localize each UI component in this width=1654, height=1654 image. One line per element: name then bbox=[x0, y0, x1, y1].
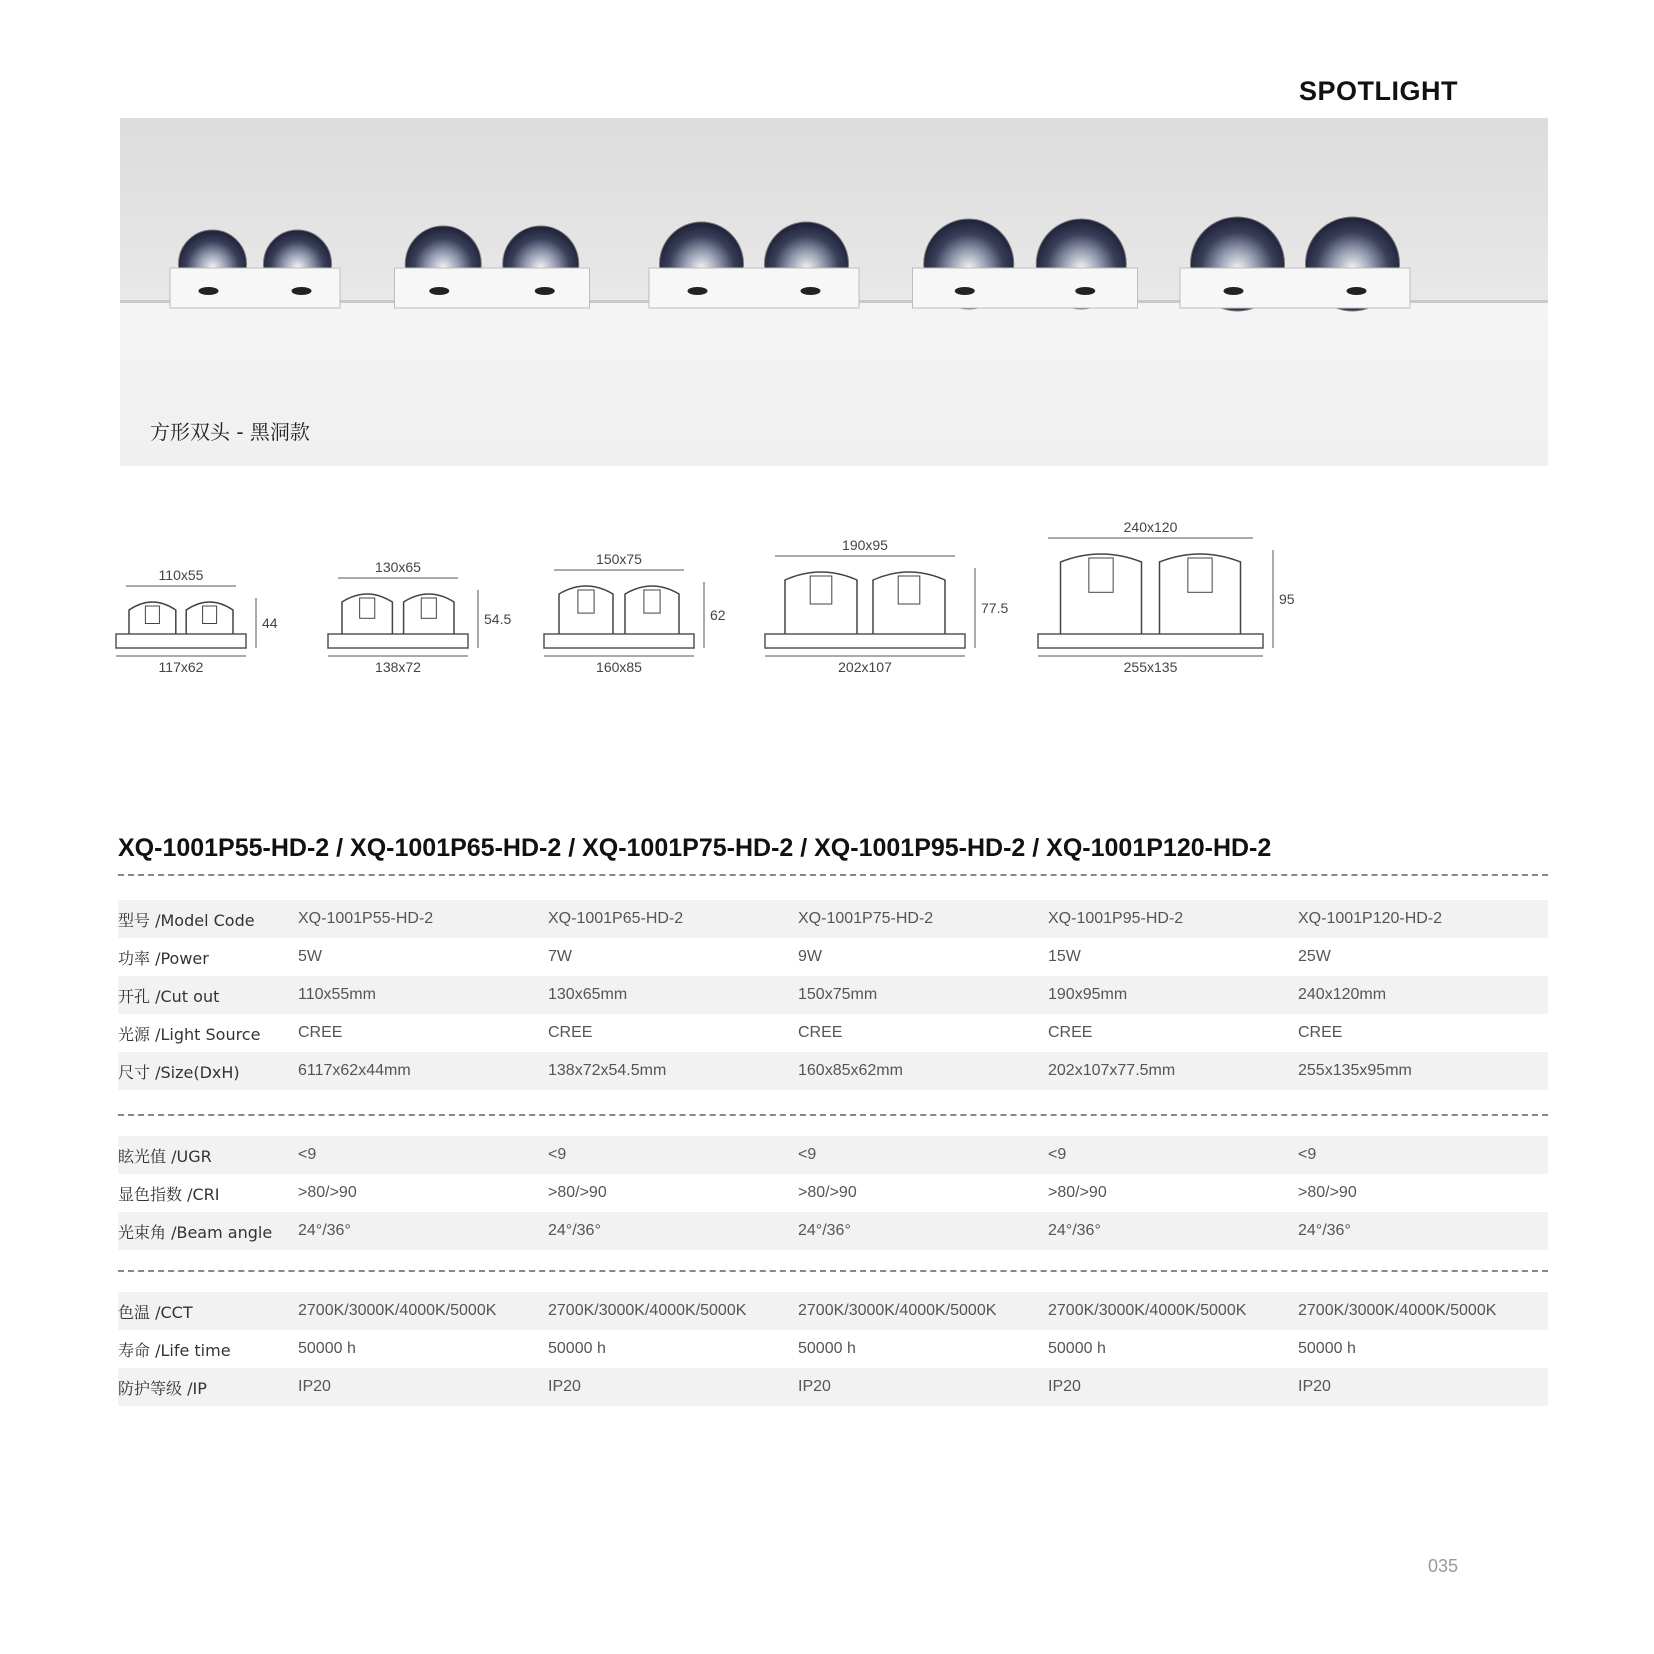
table-row bbox=[118, 900, 1548, 938]
table-row bbox=[118, 1136, 1548, 1174]
spec-value: CREE bbox=[1298, 1024, 1343, 1041]
cutout-label: 190x95 bbox=[842, 537, 888, 553]
table-row bbox=[118, 1174, 1548, 1212]
spec-label: 开孔 /Cut out bbox=[118, 976, 298, 1014]
spec-value: 5W bbox=[298, 948, 322, 965]
spec-value: XQ-1001P65-HD-2 bbox=[548, 900, 798, 938]
product-photo bbox=[120, 118, 1548, 466]
spec-value: IP20 bbox=[798, 1368, 1048, 1406]
table-row bbox=[118, 976, 1548, 1014]
driver-outline bbox=[1089, 558, 1113, 592]
spec-value: 7W bbox=[548, 948, 572, 965]
spotlight-fixtures-illustration bbox=[120, 118, 1548, 466]
spotlight-fixture bbox=[913, 219, 1138, 309]
spec-value: 150x75mm bbox=[798, 976, 1048, 1014]
spec-table-optical bbox=[118, 1136, 1548, 1250]
driver-outline bbox=[898, 576, 920, 604]
spec-value: 24°/36° bbox=[1048, 1212, 1298, 1250]
spec-value: <9 bbox=[298, 1136, 548, 1174]
table-row bbox=[118, 1014, 1548, 1052]
spec-value: 50000 h bbox=[1048, 1340, 1106, 1357]
dimension-drawings bbox=[110, 520, 1410, 690]
trim-outline bbox=[1038, 634, 1263, 648]
driver-outline bbox=[644, 590, 660, 613]
height-label: 44 bbox=[262, 615, 278, 631]
photo-caption: 方形双头 - 黑洞款 bbox=[150, 420, 310, 444]
spec-value: IP20 bbox=[298, 1368, 548, 1406]
spotlight-fixture bbox=[1180, 217, 1410, 311]
table-row bbox=[118, 1292, 1548, 1330]
head-outline bbox=[873, 572, 945, 634]
head-outline bbox=[404, 594, 454, 634]
model-codes-heading: XQ-1001P55-HD-2 / XQ-1001P65-HD-2 / XQ-1001P75-HD-2 / XQ-1001P95-HD-2 / XQ-1001P120-HD-2 bbox=[118, 834, 1272, 862]
head-outline bbox=[625, 586, 679, 634]
spec-value: 2700K/3000K/4000K/5000K bbox=[298, 1292, 548, 1330]
spec-value: <9 bbox=[798, 1136, 1048, 1174]
spec-value: 202x107x77.5mm bbox=[1048, 1052, 1298, 1090]
driver-outline bbox=[145, 606, 159, 624]
spec-label: 色温 /CCT bbox=[118, 1292, 298, 1330]
spec-value: 160x85x62mm bbox=[798, 1052, 1048, 1090]
size-label: 160x85 bbox=[596, 659, 642, 675]
head-outline bbox=[186, 602, 233, 634]
head-outline bbox=[785, 572, 857, 634]
spec-value: <9 bbox=[548, 1136, 798, 1174]
spec-value: >80/>90 bbox=[548, 1184, 607, 1201]
height-label: 62 bbox=[710, 607, 726, 623]
driver-outline bbox=[360, 598, 375, 618]
cutout-label: 240x120 bbox=[1123, 520, 1178, 535]
table-row bbox=[118, 1368, 1548, 1406]
spec-value: 2700K/3000K/4000K/5000K bbox=[548, 1292, 798, 1330]
driver-outline bbox=[810, 576, 832, 604]
spec-value: 138x72x54.5mm bbox=[548, 1052, 798, 1090]
trim-outline bbox=[544, 634, 694, 648]
spec-value: 24°/36° bbox=[298, 1212, 548, 1250]
driver-outline bbox=[1188, 558, 1212, 592]
spec-value: 50000 h bbox=[298, 1340, 356, 1357]
trim-outline bbox=[116, 634, 246, 648]
driver-outline bbox=[421, 598, 436, 618]
spec-value: IP20 bbox=[1298, 1368, 1548, 1406]
spec-label: 防护等级 /IP bbox=[118, 1368, 298, 1406]
spec-value: <9 bbox=[1048, 1136, 1298, 1174]
spec-value: 240x120mm bbox=[1298, 976, 1548, 1014]
spec-value: XQ-1001P95-HD-2 bbox=[1048, 900, 1298, 938]
spotlight-fixture bbox=[395, 226, 590, 308]
head-outline bbox=[559, 586, 613, 634]
table-row bbox=[118, 1330, 1548, 1368]
head-outline bbox=[129, 602, 176, 634]
divider-middle bbox=[118, 1114, 1548, 1116]
spec-label: 光束角 /Beam angle bbox=[118, 1212, 298, 1250]
spec-value: XQ-1001P75-HD-2 bbox=[798, 900, 1048, 938]
cutout-label: 110x55 bbox=[158, 567, 204, 583]
table-row bbox=[118, 938, 1548, 976]
spec-label: 光源 /Light Source bbox=[118, 1024, 261, 1044]
size-label: 202x107 bbox=[838, 659, 892, 675]
size-label: 255x135 bbox=[1123, 659, 1178, 675]
driver-outline bbox=[578, 590, 594, 613]
spec-value: 190x95mm bbox=[1048, 976, 1298, 1014]
spec-label: 尺寸 /Size(DxH) bbox=[118, 1052, 298, 1090]
spec-value: IP20 bbox=[548, 1368, 798, 1406]
head-outline bbox=[1061, 554, 1142, 634]
cutout-label: 150x75 bbox=[596, 551, 642, 567]
spec-value: >80/>90 bbox=[1298, 1184, 1357, 1201]
spec-value: 6117x62x44mm bbox=[298, 1052, 548, 1090]
spotlight-fixture bbox=[649, 222, 859, 308]
spec-value: IP20 bbox=[1048, 1368, 1298, 1406]
spec-value: 24°/36° bbox=[798, 1212, 1048, 1250]
divider-top bbox=[118, 874, 1548, 876]
driver-outline bbox=[203, 606, 217, 624]
spec-value: 9W bbox=[798, 948, 822, 965]
size-label: 117x62 bbox=[158, 659, 204, 675]
head-outline bbox=[342, 594, 392, 634]
spec-value: CREE bbox=[798, 1024, 843, 1041]
spec-value: 25W bbox=[1298, 948, 1331, 965]
spec-value: 110x55mm bbox=[298, 976, 548, 1014]
spec-value: CREE bbox=[298, 1024, 343, 1041]
height-label: 54.5 bbox=[484, 611, 512, 627]
spec-label: 眩光值 /UGR bbox=[118, 1136, 298, 1174]
trim-outline bbox=[765, 634, 965, 648]
spec-value: 50000 h bbox=[1298, 1340, 1356, 1357]
table-row bbox=[118, 1212, 1548, 1250]
spec-value: XQ-1001P55-HD-2 bbox=[298, 900, 548, 938]
spec-value: XQ-1001P120-HD-2 bbox=[1298, 900, 1548, 938]
spec-value: 15W bbox=[1048, 948, 1081, 965]
dimension-drawings-svg bbox=[110, 520, 1410, 690]
spec-value: 50000 h bbox=[548, 1340, 606, 1357]
spec-value: 24°/36° bbox=[548, 1212, 798, 1250]
spec-value: 255x135x95mm bbox=[1298, 1052, 1548, 1090]
page-number: 035 bbox=[1427, 1556, 1458, 1576]
size-label: 138x72 bbox=[375, 659, 421, 675]
trim-outline bbox=[328, 634, 468, 648]
spec-label: 型号 /Model Code bbox=[118, 900, 298, 938]
cutout-label: 130x65 bbox=[375, 559, 421, 575]
spec-label: 显色指数 /CRI bbox=[118, 1184, 220, 1204]
spotlight-fixture bbox=[170, 230, 340, 308]
spec-value: 2700K/3000K/4000K/5000K bbox=[1048, 1292, 1298, 1330]
height-label: 95 bbox=[1279, 591, 1295, 607]
spec-value: >80/>90 bbox=[798, 1184, 857, 1201]
spec-value: 24°/36° bbox=[1298, 1212, 1548, 1250]
spec-table-electrical bbox=[118, 900, 1548, 1090]
spec-value: CREE bbox=[1048, 1024, 1093, 1041]
spec-value: 2700K/3000K/4000K/5000K bbox=[798, 1292, 1048, 1330]
spec-value: 50000 h bbox=[798, 1340, 856, 1357]
spec-value: >80/>90 bbox=[298, 1184, 357, 1201]
spec-table-general bbox=[118, 1292, 1548, 1406]
height-label: 77.5 bbox=[981, 600, 1009, 616]
table-row bbox=[118, 1052, 1548, 1090]
spec-label: 功率 /Power bbox=[118, 948, 209, 968]
head-outline bbox=[1160, 554, 1241, 634]
spec-value: <9 bbox=[1298, 1136, 1548, 1174]
spec-value: 130x65mm bbox=[548, 976, 798, 1014]
spec-value: >80/>90 bbox=[1048, 1184, 1107, 1201]
page-title: SPOTLIGHT bbox=[1299, 76, 1458, 106]
spec-value: CREE bbox=[548, 1024, 593, 1041]
spec-value: 2700K/3000K/4000K/5000K bbox=[1298, 1292, 1548, 1330]
divider-bottom bbox=[118, 1270, 1548, 1272]
spec-label: 寿命 /Life time bbox=[118, 1340, 231, 1360]
